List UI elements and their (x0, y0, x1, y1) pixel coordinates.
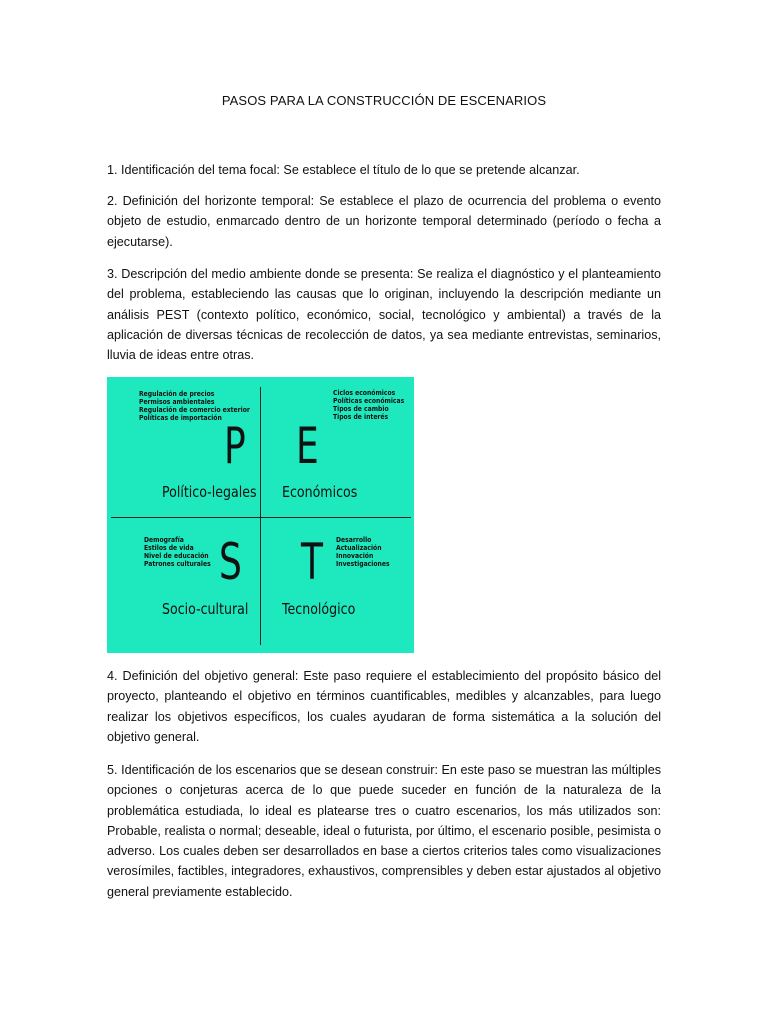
pest-note: Innovación (336, 552, 374, 560)
document-title: PASOS PARA LA CONSTRUCCIÓN DE ESCENARIOS (221, 93, 547, 108)
pest-caption-social: Socio-cultural (162, 600, 249, 618)
pest-note: Tipos de cambio (333, 405, 389, 413)
step-4-paragraph (107, 666, 661, 747)
step-4-lead: 4. Definición del objetivo general: (107, 669, 299, 683)
pest-note: Actualización (336, 544, 382, 552)
pest-caption-economic: Económicos (282, 483, 358, 501)
pest-letter-e: E (296, 417, 319, 475)
pest-note: Nivel de educación (144, 552, 209, 560)
step-1-paragraph (107, 160, 661, 180)
pest-vertical-divider (260, 387, 261, 645)
pest-note: Patrones culturales (144, 560, 211, 568)
step-5-paragraph (107, 760, 661, 902)
step-3-paragraph (107, 264, 661, 365)
pest-note: Políticas económicas (333, 397, 405, 405)
step-4-text: Este paso requiere el establecimiento del propósito básico del proyecto, planteando el objetivo en términos cuantificables, medibles y alcanzables, para luego realizar los objetivos específicos, los cuales ayudaran de forma sistemática a la solución del objetivo general. (107, 669, 661, 744)
pest-caption-political: Político-legales (162, 483, 257, 501)
pest-letter-p: P (224, 417, 246, 475)
step-1-lead: 1. Identificación del tema focal: (107, 163, 280, 177)
pest-economic-notes (333, 389, 404, 421)
step-5-text: En este paso se muestran las múltiples opciones o conjeturas acerca de lo que puede suceder en función de la naturaleza de la problemática estudiada, lo ideal es platearse tres o cuatro escenarios, los más utilizados son: Probable, realista o normal; deseable, ideal o futurista, por último, el escenario posible, pesimista o adverso. Los cuales deben ser desarrollados en base a ciertos criterios tales como visualizaciones verosímiles, factibles, integradores, exhaustivos, comprensibles y deben estar ajustados al objetivo general previamente establecido. (107, 763, 661, 899)
pest-technological-notes (336, 536, 390, 568)
step-2-paragraph (107, 191, 661, 252)
pest-letter-s: S (219, 533, 242, 591)
pest-note: Regulación de precios (139, 390, 215, 398)
step-3-text: Se realiza el diagnóstico y el planteamiento del problema, estableciendo las causas que lo originan, incluyendo la descripción mediante un análisis PEST (contexto político, económico, social, tecnológico y ambiental) a través de la aplicación de diversas técnicas de recolección de datos, ya sea mediante entrevistas, seminarios, lluvia de ideas entre otras. (107, 267, 661, 363)
pest-note: Políticas de importación (139, 414, 222, 422)
pest-caption-technological: Tecnológico (282, 600, 356, 618)
step-2-text: Se establece el plazo de ocurrencia del problema o evento objeto de estudio, enmarcado dentro de un horizonte temporal determinado (período o fecha a ejecutarse). (107, 194, 661, 249)
pest-note: Estilos de vida (144, 544, 194, 552)
pest-note: Tipos de interés (333, 413, 389, 421)
pest-note: Regulación de comercio exterior (139, 406, 250, 414)
pest-note: Demografía (144, 536, 184, 544)
pest-note: Desarrollo (336, 536, 372, 544)
pest-social-notes (144, 536, 211, 568)
pest-note: Permisos ambientales (139, 398, 215, 406)
step-1-text: Se establece el título de lo que se pretende alcanzar. (279, 163, 580, 177)
pest-note: Ciclos económicos (333, 389, 396, 397)
step-2-lead: 2. Definición del horizonte temporal: (107, 194, 315, 208)
pest-horizontal-divider (111, 517, 411, 518)
step-5-lead: 5. Identificación de los escenarios que se desean construir: (107, 763, 438, 777)
pest-diagram (107, 377, 414, 653)
pest-note: Investigaciones (336, 560, 390, 568)
pest-letter-t: T (301, 533, 323, 591)
step-3-lead: 3. Descripción del medio ambiente donde se presenta: (107, 267, 414, 281)
